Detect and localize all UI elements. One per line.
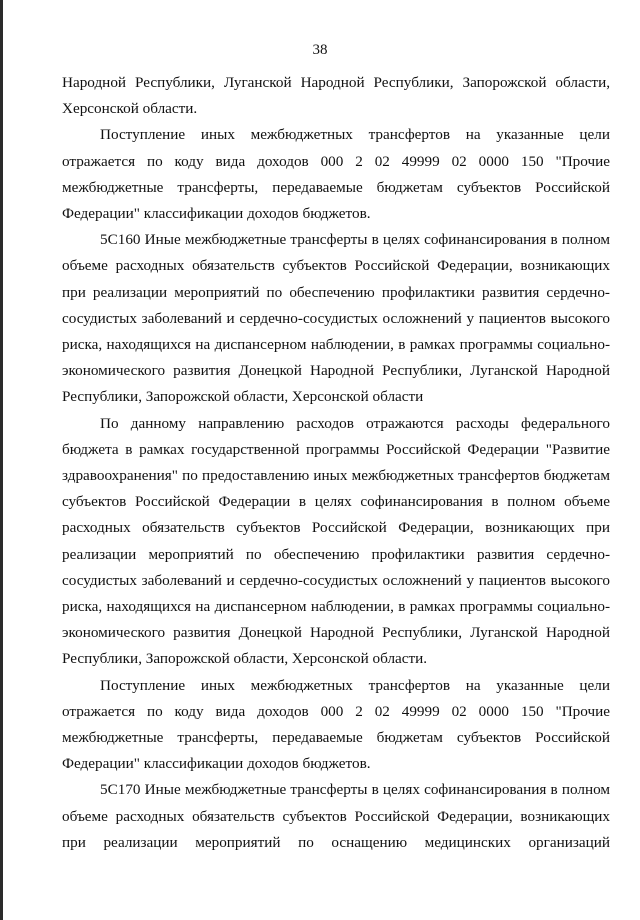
page-number: 38: [312, 42, 328, 58]
paragraph-revenue-code-2: Поступление иных межбюджетных трансфертов на указанные цели отражается по коду вида доходов 000 2 02 49999 02 0000 150 "Прочие межбюджетные трансферты, передаваемые бюджетам субъектов Российской Федерации" классификации доходов бюджетов.: [62, 676, 610, 773]
paragraph-5c160-description: По данному направлению расходов отражаются расходы федерального бюджета в рамках государственной программы Российской Федерации "Развитие здравоохранения" по предоставлению иных межбюджетных трансфертов бюджетам субъектов Российской Федерации в целях софинансирования в полном объеме расходных обязательств субъектов Российской Федерации, возникающих при реализации мероприятий по обеспечению профилактики развития сердечно-сосудистых заболеваний и сердечно-сосудистых осложнений у пациентов высокого риска, находящихся на диспансерном наблюдении, в рамках программы социально-экономического развития Донецкой Народной Республики, Луганской Народной Республики, Запорожской области, Херсонской области.: [62, 414, 610, 668]
paragraph-continuation: Народной Республики, Луганской Народной Республики, Запорожской области, Херсонской области.: [62, 74, 610, 118]
body-text: [62, 70, 610, 856]
paragraph-revenue-code: Поступление иных межбюджетных трансфертов на указанные цели отражается по коду вида доходов 000 2 02 49999 02 0000 150 "Прочие межбюджетные трансферты, передаваемые бюджетам субъектов Российской Федерации" классификации доходов бюджетов.: [62, 126, 610, 223]
paragraph-5c170-heading: 5С170 Иные межбюджетные трансферты в целях софинансирования в полном объеме расходных обязательств субъектов Российской Федерации, возникающих при реализации мероприятий по оснащению медицинских организаций: [62, 781, 610, 851]
paragraph-5c160-heading: 5С160 Иные межбюджетные трансферты в целях софинансирования в полном объеме расходных обязательств субъектов Российской Федерации, возникающих при реализации мероприятий по обеспечению профилактики развития сердечно-сосудистых заболеваний и сердечно-сосудистых осложнений у пациентов высокого риска, находящихся на диспансерном наблюдении, в рамках программы социально-экономического развития Донецкой Народной Республики, Луганской Народной Республики, Запорожской области, Херсонской области: [62, 231, 610, 406]
